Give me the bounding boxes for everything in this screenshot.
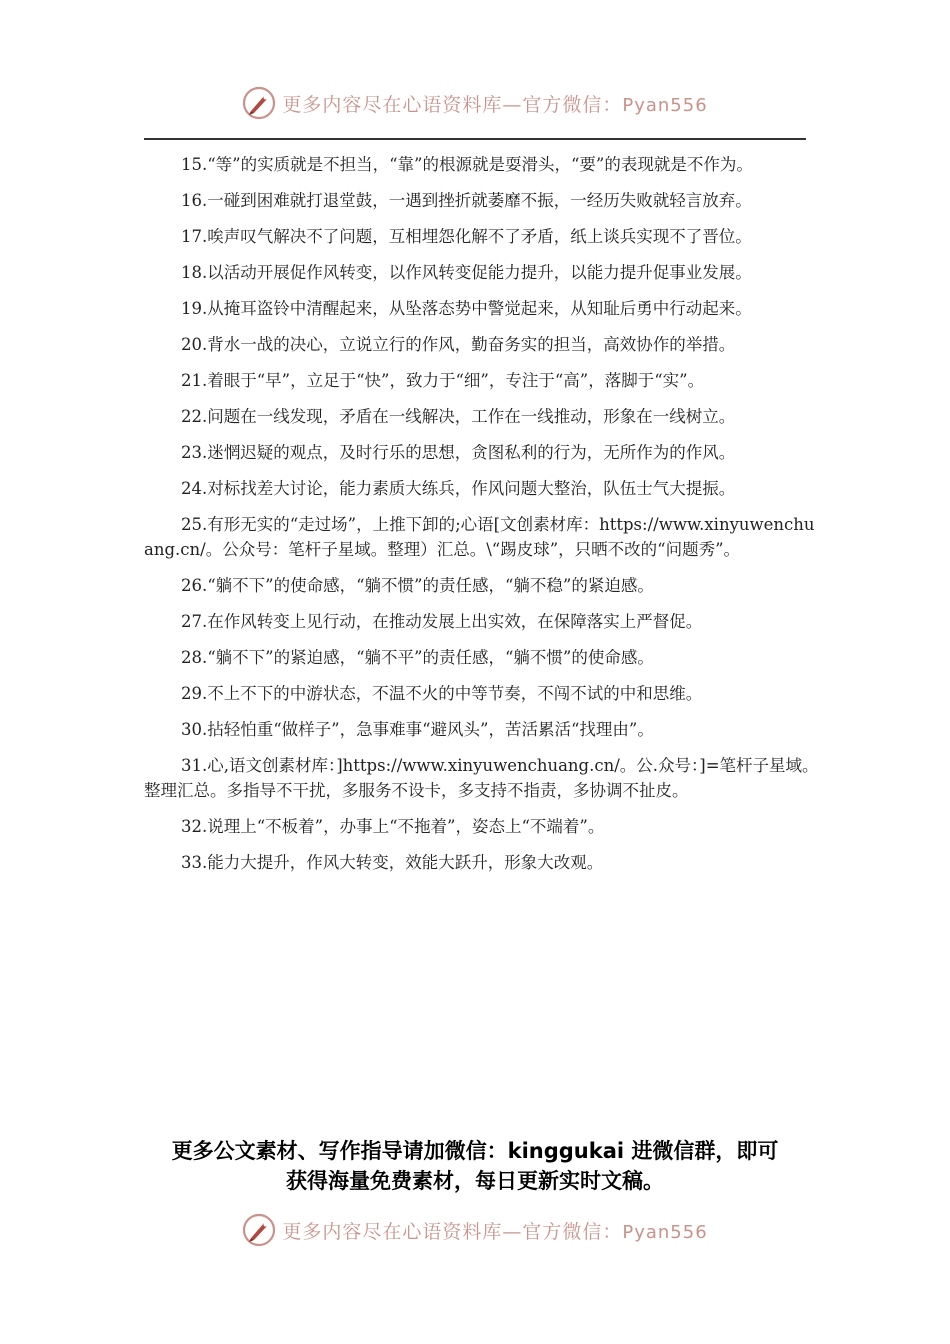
list-item: 25.有形无实的“走过场”，上推下卸的;心语[文创素材库：https://www.xinyuwenchuang.cn/。公众号：笔杆子星域。整理）汇总。\“踢皮球”，只晒不改的“问题秀”。	[144, 515, 815, 559]
header-banner-text: 更多内容尽在心语资料库—官方微信：	[282, 93, 623, 116]
list-item: 19.从掩耳盗铃中清醒起来，从坠落态势中警觉起来，从知耻后勇中行动起来。	[181, 299, 752, 318]
promo-line-2: 获得海量免费素材，每日更新实时文稿。	[286, 1169, 664, 1193]
list-item: 31.心,语文创素材库：]https://www.xinyuwenchuang.cn/。公.众号：]=笔杆子星域。整理汇总。多指导不干扰，多服务不设卡，多支持不指责，多协调不扯皮。	[144, 756, 819, 800]
list-item: 16.一碰到困难就打退堂鼓，一遇到挫折就萎靡不振，一经历失败就轻言放弃。	[181, 191, 752, 210]
list-item: 21.着眼于“早”，立足于“快”，致力于“细”，专注于“高”，落脚于“实”。	[181, 371, 705, 390]
header-wechat-id: Pyan556	[622, 94, 708, 116]
list-item: 30.拈轻怕重“做样子”，急事难事“避风头”，苦活累活“找理由”。	[181, 720, 654, 739]
list-item: 18.以活动开展促作风转变，以作风转变促能力提升，以能力提升促事业发展。	[181, 263, 752, 282]
pen-logo-icon	[242, 86, 276, 120]
header-divider	[144, 138, 806, 140]
pen-logo-icon	[242, 1213, 276, 1247]
list-item: 15.“等”的实质就是不担当，“靠”的根源就是耍滑头，“要”的表现就是不作为。	[181, 155, 753, 174]
footer-wechat-id: Pyan556	[622, 1221, 708, 1243]
footer-banner	[0, 1210, 950, 1250]
list-item: 33.能力大提升，作风大转变，效能大跃升，形象大改观。	[181, 853, 604, 872]
list-item: 23.迷惘迟疑的观点，及时行乐的思想，贪图私利的行为，无所作为的作风。	[181, 443, 736, 462]
list-item: 29.不上不下的中游状态，不温不火的中等节奏，不闯不试的中和思维。	[181, 684, 703, 703]
list-item: 17.唉声叹气解决不了问题，互相埋怨化解不了矛盾，纸上谈兵实现不了晋位。	[181, 227, 752, 246]
promo-line-1: 更多公文素材、写作指导请加微信：kinggukai 进微信群，即可	[171, 1139, 779, 1163]
list-item: 28.“躺不下”的紧迫感，“躺不平”的责任感，“躺不惯”的使命感。	[181, 648, 654, 667]
document-body	[144, 152, 820, 886]
wechat-promo	[130, 1136, 820, 1196]
list-item: 20.背水一战的决心，立说立行的作风，勤奋务实的担当，高效协作的举措。	[181, 335, 736, 354]
list-item: 26.“躺不下”的使命感，“躺不惯”的责任感，“躺不稳”的紧迫感。	[181, 576, 654, 595]
list-item: 24.对标找差大讨论，能力素质大练兵，作风问题大整治，队伍士气大提振。	[181, 479, 736, 498]
list-item: 32.说理上“不板着”，办事上“不拖着”，姿态上“不端着”。	[181, 817, 605, 836]
list-item: 22.问题在一线发现，矛盾在一线解决，工作在一线推动，形象在一线树立。	[181, 407, 736, 426]
header-banner	[0, 83, 950, 123]
list-item: 27.在作风转变上见行动，在推动发展上出实效，在保障落实上严督促。	[181, 612, 703, 631]
footer-banner-text: 更多内容尽在心语资料库—官方微信：	[282, 1220, 623, 1243]
